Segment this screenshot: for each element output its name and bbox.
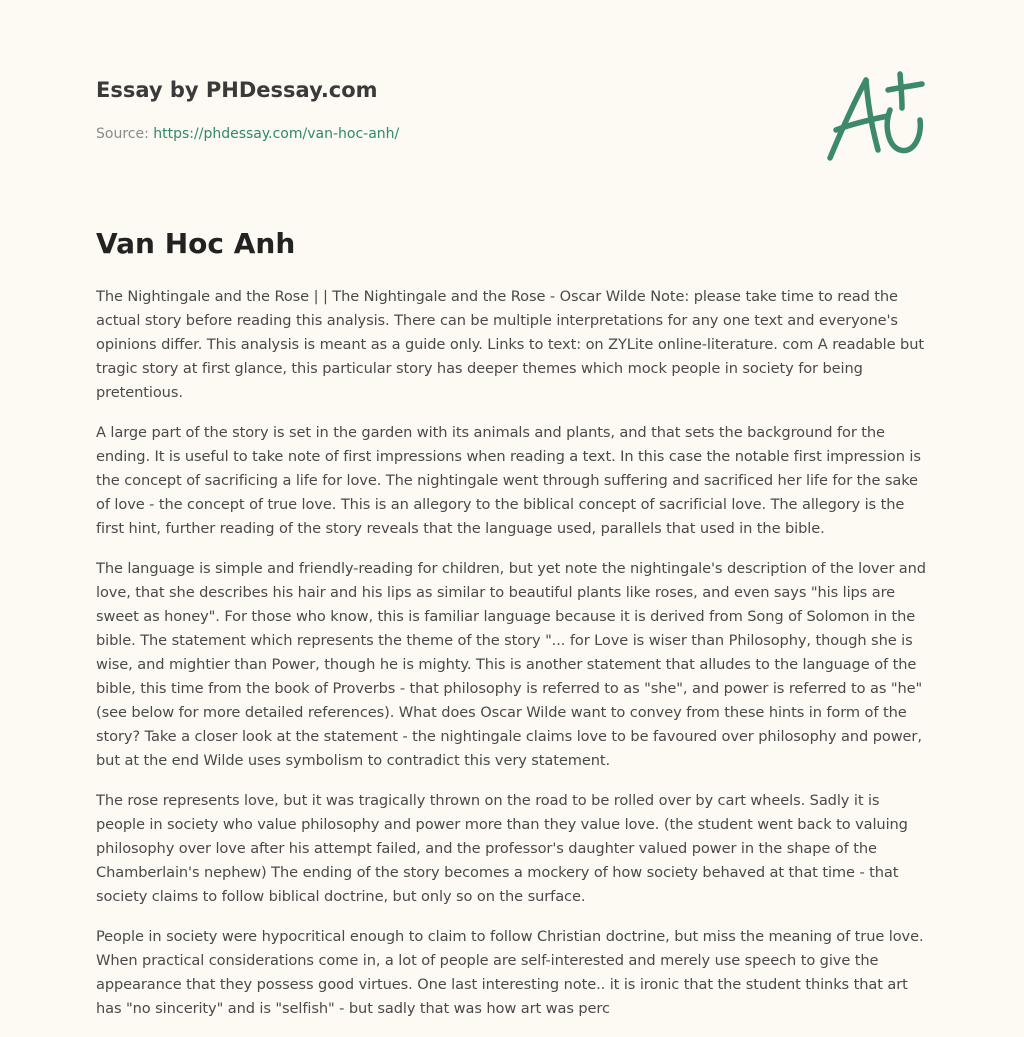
a-plus-logo-icon (822, 66, 928, 166)
site-title: Essay by PHDessay.com (96, 78, 378, 102)
essay-title: Van Hoc Anh (96, 227, 296, 260)
essay-body (96, 285, 932, 1037)
source-label: Source: (96, 126, 154, 142)
essay-paragraph: The language is simple and friendly-reading for children, but yet note the nightingale's description of the lover and love, that she describes his hair and his lips as similar to beautiful plants like roses, and even says "his lips are sweet as honey". For those who know, this is familiar language because it is derived from Song of Solomon in the bible. The statement which represents the theme of the story "... for Love is wiser than Philosophy, though she is wise, and mightier than Power, though he is mighty. This is another statement that alludes to the language of the bible, this time from the book of Proverbs - that philosophy is referred to as "she", and power is referred to as "he" (see below for more detailed references). What does Oscar Wilde want to convey from these hints in form of the story? Take a closer look at the statement - the nightingale claims love to be favoured over philosophy and power, but at the end Wilde uses symbolism to contradict this very statement. (96, 560, 926, 769)
essay-paragraph: A large part of the story is set in the garden with its animals and plants, and that sets the background for the ending. It is useful to take note of first impressions when reading a text. In this case the notable first impression is the concept of sacrificing a life for love. The nightingale went through suffering and sacrificed her life for the sake of love - the concept of true love. This is an allegory to the biblical concept of sacrificial love. The allegory is the first hint, further reading of the story reveals that the language used, parallels that used in the bible. (96, 424, 921, 537)
source-line (96, 124, 796, 144)
essay-paragraph: People in society were hypocritical enough to claim to follow Christian doctrine, but miss the meaning of true love. When practical considerations come in, a lot of people are self-interested and merely use speech to give the appearance that they possess good virtues. One last interesting note.. it is ironic that the student thinks that art has "no sincerity" and is "selfish" - but sadly that was how art was perc (96, 928, 924, 1017)
source-link[interactable]: https://phdessay.com/van-hoc-anh/ (153, 126, 400, 142)
essay-paragraph: The rose represents love, but it was tragically thrown on the road to be rolled over by cart wheels. Sadly it is people in society who value philosophy and power more than they value love. (the student went back to valuing philosophy over love after his attempt failed, and the professor's daughter valued power in the shape of the Chamberlain's nephew) The ending of the story becomes a mockery of how society behaved at that time - that society claims to follow biblical doctrine, but only so on the surface. (96, 792, 908, 905)
essay-paragraph: The Nightingale and the Rose | | The Nightingale and the Rose - Oscar Wilde Note: please take time to read the actual story before reading this analysis. There can be multiple interpretations for any one text and everyone's opinions differ. This analysis is meant as a guide only. Links to text: on ZYLite online-literature. com A readable but tragic story at first glance, this particular story has deeper themes which mock people in society for being pretentious. (96, 288, 924, 401)
page-header (96, 76, 796, 144)
